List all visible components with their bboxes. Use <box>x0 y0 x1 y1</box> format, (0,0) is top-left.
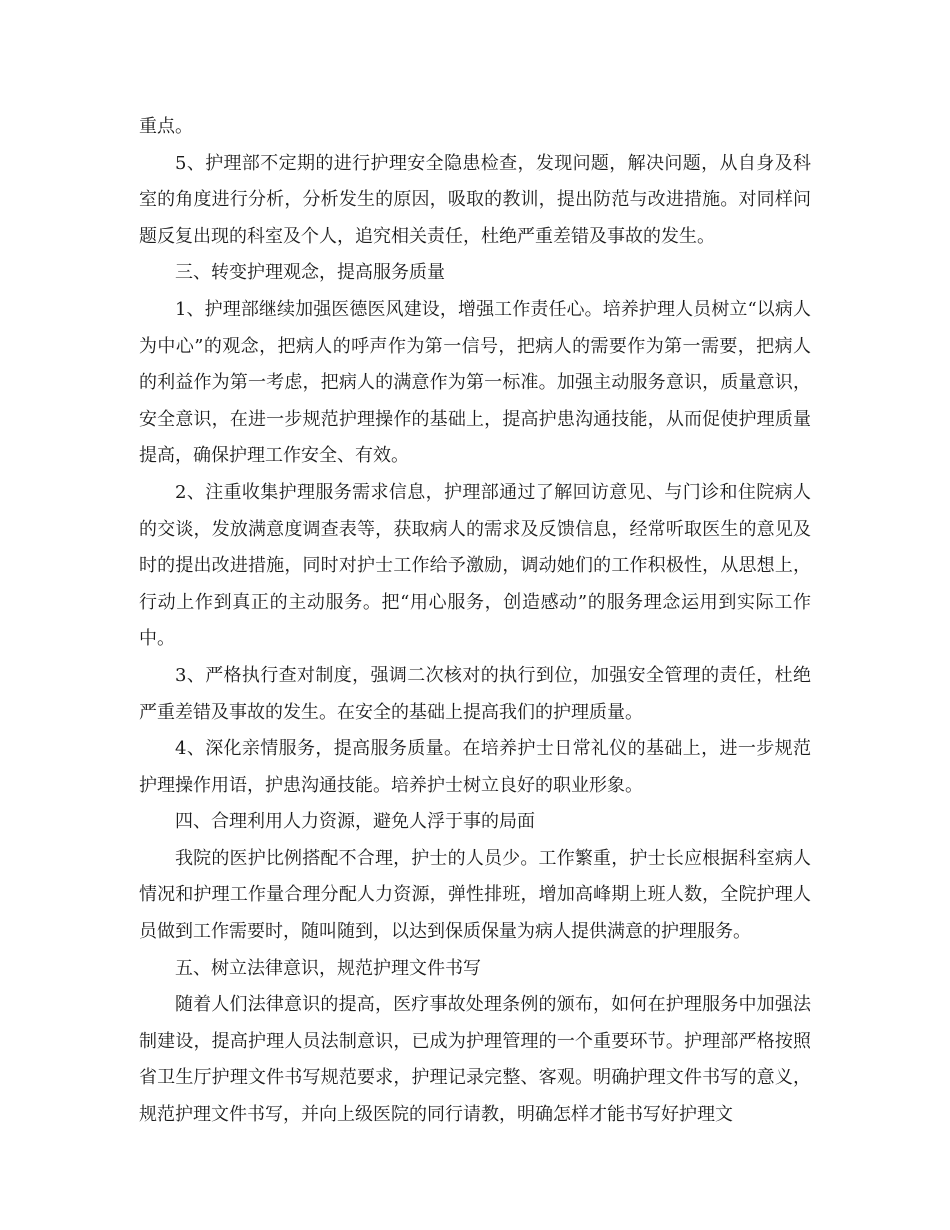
paragraph: 三、转变护理观念，提高服务质量 <box>175 262 445 284</box>
paragraph: 我院的医护比例搭配不合理，护士的人员少。工作繁重，护士长应根据科室病人情况和护理工作量合理分配人力资源，弹性排班，增加高峰期上班人数，全院护理人员做到工作需要时，随叫随到，以达到保质保量为病人提供满意的护理服务。 <box>139 847 811 943</box>
paragraph: 4、深化亲情服务，提高服务质量。在培养护士日常礼仪的基础上，进一步规范护理操作用语，护患沟通技能。培养护士树立良好的职业形象。 <box>139 738 811 796</box>
paragraph: 五、树立法律意识，规范护理文件书写 <box>175 957 481 979</box>
paragraph: 四、合理利用人力资源，避免人浮于事的局面 <box>175 811 535 833</box>
document-body <box>139 109 811 1134</box>
paragraph: 1、护理部继续加强医德医风建设，增强工作责任心。培养护理人员树立“以病人为中心”的观念，把病人的呼声作为第一信号，把病人的需要作为第一需要，把病人的利益作为第一考虑，把病人的满意作为第一标准。加强主动服务意识，质量意识，安全意识，在进一步规范护理操作的基础上，提高护患沟通技能，从而促使护理质量提高，确保护理工作安全、有效。 <box>139 298 811 467</box>
paragraph: 5、护理部不定期的进行护理安全隐患检查，发现问题，解决问题，从自身及科室的角度进行分析，分析发生的原因，吸取的教训，提出防范与改进措施。对同样问题反复出现的科室及个人，追究相关责任，杜绝严重差错及事故的发生。 <box>139 152 811 247</box>
paragraph: 重点。 <box>139 116 193 137</box>
paragraph: 3、严格执行查对制度，强调二次核对的执行到位，加强安全管理的责任，杜绝严重差错及事故的发生。在安全的基础上提高我们的护理质量。 <box>139 664 811 723</box>
paragraph: 随着人们法律意识的提高，医疗事故处理条例的颁布，如何在护理服务中加强法制建设，提高护理人员法制意识，已成为护理管理的一个重要环节。护理部严格按照省卫生厅护理文件书写规范要求，护理记录完整、客观。明确护理文件书写的意义，规范护理文件书写，并向上级医院的同行请教，明确怎样才能书写好护理文 <box>139 994 811 1126</box>
paragraph: 2、注重收集护理服务需求信息，护理部通过了解回访意见、与门诊和住院病人的交谈，发放满意度调查表等，获取病人的需求及反馈信息，经常听取医生的意见及时的提出改进措施，同时对护士工作给予激励，调动她们的工作积极性，从思想上，行动上作到真正的主动服务。把“用心服务，创造感动”的服务理念运用到实际工作中。 <box>139 481 811 650</box>
